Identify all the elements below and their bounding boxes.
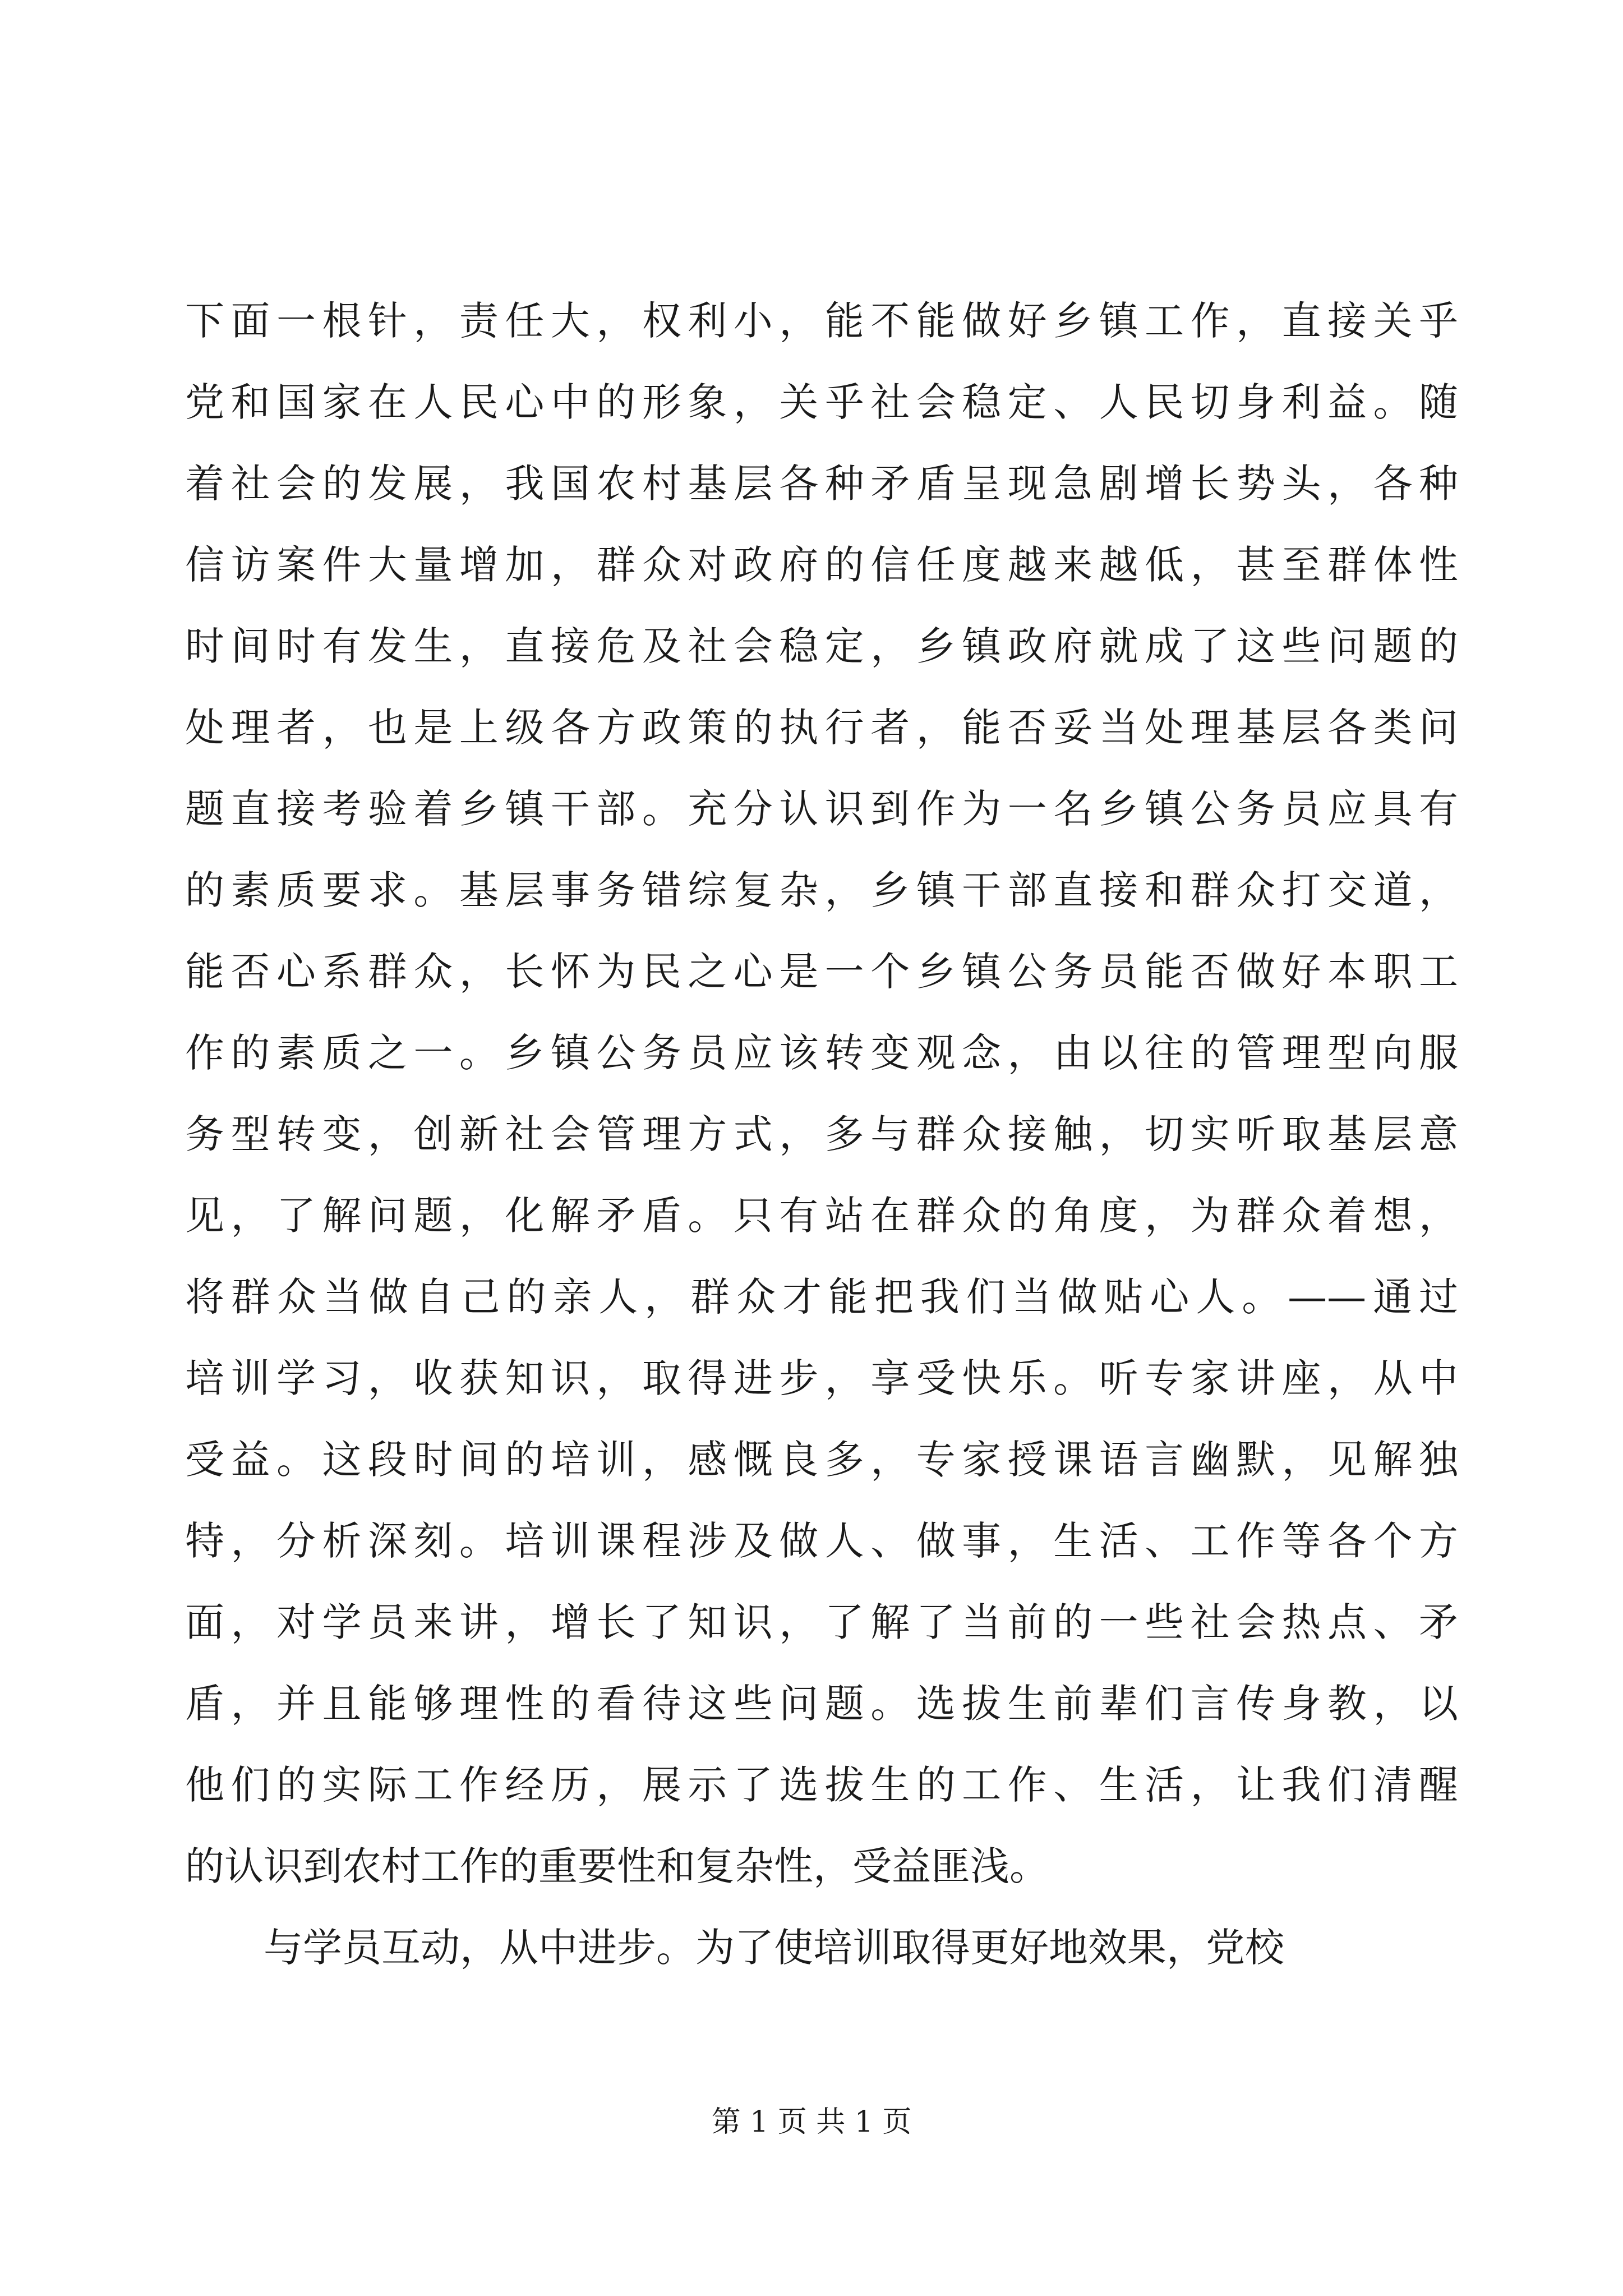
text-line: 的素质要求。基层事务错综复杂，乡镇干部直接和群众打交道，: [185, 867, 1458, 913]
text-line: 作的素质之一。乡镇公务员应该转变观念，由以往的管理型向服: [185, 1030, 1458, 1076]
paragraph-end-line: 的认识到农村工作的重要性和复杂性，受益匪浅。: [185, 1843, 1049, 1889]
text-line: 能否心系群众，长怀为民之心是一个乡镇公务员能否做好本职工: [185, 949, 1458, 995]
text-line: 见，了解问题，化解矛盾。只有站在群众的角度，为群众着想，: [185, 1193, 1458, 1239]
text-line: 盾，并且能够理性的看待这些问题。选拔生前辈们言传身教，以: [185, 1681, 1458, 1727]
paragraph-start-line: 与学员互动，从中进步。为了使培训取得更好地效果，党校: [264, 1925, 1284, 1971]
text-line: 受益。这段时间的培训，感慨良多，专家授课语言幽默，见解独: [185, 1437, 1458, 1483]
text-line: 信访案件大量增加，群众对政府的信任度越来越低，甚至群体性: [185, 542, 1458, 588]
text-line: 将群众当做自己的亲人，群众才能把我们当做贴心人。——通过: [185, 1274, 1458, 1320]
text-line: 培训学习，收获知识，取得进步，享受快乐。听专家讲座，从中: [185, 1355, 1458, 1401]
text-line: 特，分析深刻。培训课程涉及做人、做事，生活、工作等各个方: [185, 1518, 1458, 1564]
page-footer: 第 1 页 共 1 页: [711, 2105, 912, 2139]
text-line: 题直接考验着乡镇干部。充分认识到作为一名乡镇公务员应具有: [185, 786, 1458, 832]
text-line: 下面一根针，责任大，权利小，能不能做好乡镇工作，直接关乎: [185, 298, 1458, 344]
text-line: 着社会的发展，我国农村基层各种矛盾呈现急剧增长势头，各种: [185, 461, 1458, 507]
body-text: [185, 280, 1458, 1989]
text-line: 处理者，也是上级各方政策的执行者，能否妥当处理基层各类问: [185, 705, 1458, 751]
text-line: 面，对学员来讲，增长了知识，了解了当前的一些社会热点、矛: [185, 1599, 1458, 1645]
text-line: 务型转变，创新社会管理方式，多与群众接触，切实听取基层意: [185, 1111, 1458, 1157]
text-line: 他们的实际工作经历，展示了选拔生的工作、生活，让我们清醒: [185, 1762, 1458, 1808]
text-line: 党和国家在人民心中的形象，关乎社会稳定、人民切身利益。随: [185, 379, 1458, 425]
text-line: 时间时有发生，直接危及社会稳定，乡镇政府就成了这些问题的: [185, 623, 1458, 669]
